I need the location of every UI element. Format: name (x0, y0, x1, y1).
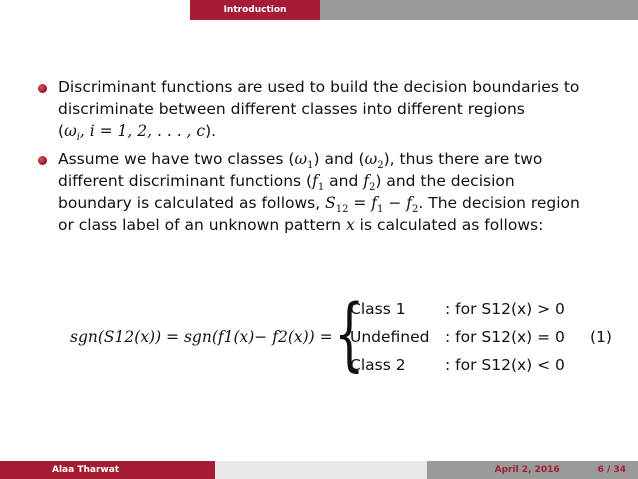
footer-info (427, 461, 638, 479)
case-label: Undefined (350, 328, 430, 346)
footer-page-number: 6 / 34 (597, 465, 626, 475)
top-navigation-bar (0, 0, 638, 20)
case-label: Class 2 (350, 356, 406, 374)
footer-date: April 2, 2016 (494, 465, 560, 475)
bullet-1-text: Discriminant functions are used to build the decision boundaries to discriminate between different classes into different regions ($\omega_i$, i = 1, 2, . . . , c). (58, 78, 580, 144)
case-condition: : for S12(x) = 0 (445, 328, 565, 346)
section-title[interactable]: Introduction (190, 0, 320, 20)
case-label: Class 1 (350, 300, 406, 318)
equation-block (70, 287, 620, 380)
left-brace-icon: { (334, 287, 365, 380)
topbar-left-blank (0, 0, 190, 20)
footer-title-blank (215, 461, 427, 479)
slide-content (38, 76, 618, 242)
case-condition: : for S12(x) > 0 (445, 300, 565, 318)
bullet-icon (38, 84, 47, 93)
equation-number: (1) (590, 328, 612, 346)
footer-author: Alaa Tharwat (0, 461, 215, 479)
case-condition: : for S12(x) < 0 (445, 356, 565, 374)
footer-bar (0, 461, 638, 479)
bullet-2-text: Assume we have two classes $(\omega_1)$ and $(\omega_2)$, thus there are two different discriminant functions ($f_1$ and $f_2$) and the decision boundary is calculated as follows, $S_{12} = f_1 - f_2$. The decision region or class label of an unknown pattern x is calculated as follows: (58, 150, 580, 234)
topbar-right-blank (320, 0, 638, 20)
bullet-item-1 (38, 76, 618, 142)
bullet-item-2 (38, 148, 618, 236)
bullet-icon (38, 156, 47, 165)
equation-lhs: sgn(S12(x)) = sgn(f1(x)− f2(x)) = (70, 328, 333, 346)
